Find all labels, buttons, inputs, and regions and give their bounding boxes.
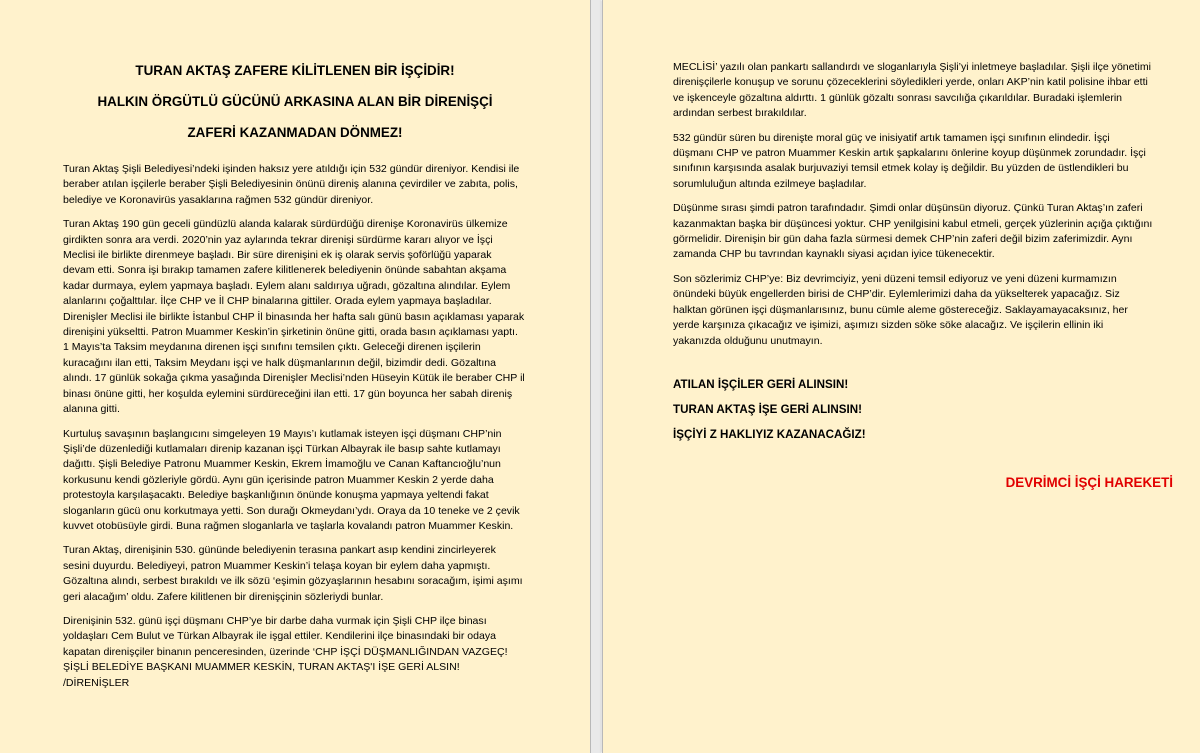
paragraph: Turan Aktaş, direnişinin 530. gününde belediyenin terasına pankart asıp kendini zincirleyerek sesini duyurdu. Belediyeyi, patron Muammer Keskin’i telaşa koyan bir eylem daha yapmıştı. Gözaltına alındı, serbest bırakıldı ve ilk sözü ‘eşimin gözyaşlarının hesabını soracağım, işimi aşımı geri alacağım’ oldu. Zafere kilitlenen bir direnişçinin sözleriydi bunlar.: [63, 544, 523, 603]
paragraph: Turan Aktaş Şişli Belediyesi’ndeki işinden haksız yere atıldığı için 532 gündür direniyor. Kendisi ile beraber atılan işçilerle beraber Şişli Belediyesinin önünü direniş alanına çevirdiler ve zabıta, polis, belediye ve Koronavirüs yasaklarına rağmen 532 gündür direniyor.: [63, 163, 520, 206]
document-page-right: [602, 0, 1200, 753]
title-line-3: ZAFERİ KAZANMADAN DÖNMEZ!: [187, 125, 403, 140]
document-title: [60, 55, 530, 148]
right-body-text: [673, 60, 1153, 358]
signature: DEVRİMCİ İŞÇİ HAREKETİ: [1005, 475, 1173, 490]
paragraph: Kurtuluş savaşının başlangıcını simgeleyen 19 Mayıs’ı kutlamak isteyen işçi düşmanı CHP’nin Şişli’de düzenlediği kutlamaları direnip kazanan işçi Türkan Albayrak ile basıp sahte kutlamayı dağıttı. Şişli Belediye Patronu Muammer Keskin, Ekrem İmamoğlu ve Canan Kaftancıoğlu’nun korkusunu kendi gözleriyle gördü. Aynı gün içerisinde patron Muammer Keskin 2 yerde daha protestoyla karşılaşacaktı. Belediye başkanlığının önünde konuşma yapmaya yeltendi fakat sloganların gücü onu korkutmaya yetti. Son durağı Okmeydanı’ydı. Oraya da 10 teneke ve 2 çevik kuvvet otobüsüyle girdi. Buna rağmen sloganlarla ve taşlarla kovalandı patron Muammer Keskin.: [63, 427, 520, 532]
slogan-2: TURAN AKTAŞ İŞE GERİ ALINSIN!: [673, 403, 862, 416]
paragraph: Turan Aktaş 190 gün geceli gündüzlü alanda kalarak sürdürdüğü direnişe Koronavirüs ülkemize girdikten sonra ara verdi. 2020’nin yaz aylarında tekrar direnişi sürdürme kararı alıyor ve İşçi Meclisi ile birlikte direnmeye başladı. Bir süre direnişini ek iş olarak servis şoförlüğü yaparak devam etti. Sonra işi bırakıp tamamen zafere kilitlenerek belediyenin önünde sabahtan akşama kadar durmaya, eylem yapmaya başladı. Eylem alanı saldırıya uğradı, gözaltına alındılar. Eylem alanlarını çoğalttılar. İlçe CHP ve İl CHP binalarına gittiler. Orada eylem yapmaya başladılar. Direnişler Meclisi ile birlikte İstanbul CHP İl binasında her hafta salı günü basın açıklaması yaparak direnişini yükseltti. Patron Muammer Keskin’in şirketinin önüne gitti, orada basın açıklaması yaptı. 1 Mayıs’ta Taksim meydanına direnen işçi sınıfını temsilen çıktı. Geleceği direnen işçilerin kuracağını ilan etti, Taksim Meydanı işçi ve halk düşmanlarının değil, bizimdir dedi. Gözaltına alındı. 17 günlük sokağa çıkma yasağında Direnişler Meclisi’nden Hüseyin Kütük ile beraber CHP il binası önüne gitti, her koşulda eylemini sürdüreceğini ilan etti. 17 gün boyunca her sabah direniş alanına gitti.: [63, 218, 525, 416]
left-body-text: [63, 162, 525, 700]
paragraph: Son sözlerimiz CHP’ye: Biz devrimciyiz, yeni düzeni temsil ediyoruz ve yeni düzeni kurmamızın önündeki büyük engellerden birisi de CHP’dir. Eylemlerimizi daha da yükselterek yapacağız. Siz halktan görünen işçi düşmanlarısınız, bunu cümle aleme göstereceğiz. Saklayamayacaksınız, her yerde karşınıza çıkacağız ve işimizi, aşımızı sizden söke söke alacağız. Ve işçilerin ellinin iki yakanızda olduğunu unutmayın.: [673, 272, 1128, 347]
title-line-2: HALKIN ÖRGÜTLÜ GÜCÜNÜ ARKASINA ALAN BİR DİRENİŞÇİ: [97, 94, 493, 109]
title-line-1: TURAN AKTAŞ ZAFERE KİLİTLENEN BİR İŞÇİDİR!: [135, 63, 455, 78]
paragraph: MECLİSİ’ yazılı olan pankartı sallandırdı ve sloganlarıyla Şişli’yi inletmeye başladılar. Şişli ilçe yönetimi direnişçilerle konuşup ve sorunu çözeceklerini söyledikleri yerde, onları AKP’nin katil polisine ihbar etti ve işkenceyle gözaltına aldırttı. 1 günlük gözaltı sonrası savcılığa çıkarıldılar. Buradaki işlemlerin ardından serbest bırakıldılar.: [673, 61, 1151, 120]
paragraph: 532 gündür süren bu direnişte moral güç ve inisiyatif artık tamamen işçi sınıfının elindedir. İşçi düşmanı CHP ve patron Muammer Keskin artık şapkalarını önlerine koyup düşünmek zorundadır. İşçi sınıfının karşısında asalak burjuvaziyi temsil etmek kolay iş değildir. Bu yüzden de üstlendikleri bu sorumluluğun altında ezilmeye başladılar.: [673, 131, 1146, 190]
slogans: [673, 372, 1073, 447]
page-gutter: [591, 0, 601, 753]
paragraph: Direnişinin 532. günü işçi düşmanı CHP’ye bir darbe daha vurmak için Şişli CHP ilçe binası yoldaşları Cem Bulut ve Türkan Albayrak ile işgal ettiler. Kendilerini ilçe binasındaki bir odaya kapatan direnişçiler binanın penceresinden, üzerinde ‘CHP İŞÇİ DÜŞMANLIĞINDAN VAZGEÇ! ŞİŞLİ BELEDİYE BAŞKANI MUAMMER KESKİN, TURAN AKTAŞ'I İŞE GERİ ALSIN! /DİRENİŞLER: [63, 614, 508, 689]
slogan-3: İŞÇİYİ Z HAKLIYIZ KAZANACAĞIZ!: [673, 428, 866, 441]
paragraph: Düşünme sırası şimdi patron tarafındadır. Şimdi onlar düşünsün diyoruz. Çünkü Turan Aktaş’ın zaferi kazanmaktan başka bir düşüncesi yoktur. CHP yenilgisini kabul etmeli, gerçek yüzlerinin açığa çıktığını görmelidir. Direnişin bir gün daha fazla sürmesi demek CHP’nin zaferi değil bizim zaferimizdir. Aynı zamanda CHP bu tavrından kaynaklı siyasi açıdan iyice tükenecektir.: [673, 202, 1153, 261]
slogan-1: ATILAN İŞÇİLER GERİ ALINSIN!: [673, 378, 849, 391]
document-page-left: [0, 0, 591, 753]
